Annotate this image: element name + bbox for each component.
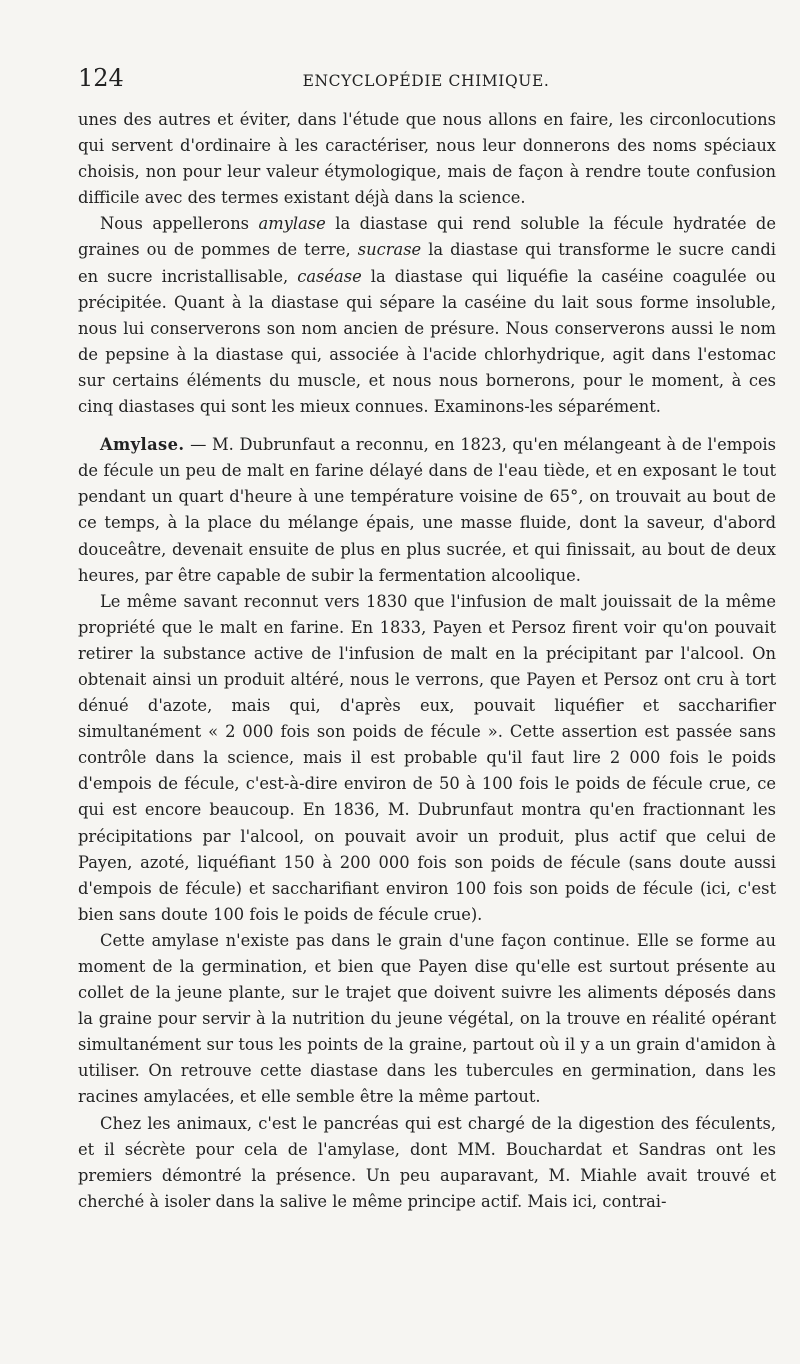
text-run: la diastase qui liquéfie la caséine coagulée ou précipitée. Quant à la diastase qui sépare la caséine du lait sous forme insoluble, nous lui conserverons son nom ancien de présure. Nous conserverons aussi le nom de pepsine à la diastase qui, associée à l'acide chlorhydrique, agit dans l'estomac sur certains éléments du muscle, et nous nous bornerons, pour le moment, à ces cinq diastases qui sont les mieux connues. Examinons-les séparément. [78,266,776,417]
paragraph-amylase-section [78,432,776,589]
page-header [78,64,774,98]
running-title: ENCYCLOPÉDIE CHIMIQUE. [302,72,550,90]
section-heading-amylase: Amylase. [100,435,185,455]
term-sucrase: sucrase [357,240,422,260]
text-run: — M. Dubrunfaut a reconnu, en 1823, qu'en mélangeant à de l'empois de fécule un peu de malt en farine délayé dans de l'eau tiède, et en exposant le tout pendant un quart d'heure à une température voisine de 65°, on trouvait au bout de ce temps, à la place du mélange épais, une masse fluide, dont la saveur, d'abord douceâtre, devenait ensuite de plus en plus sucrée, et qui finissait, au bout de deux heures, par être capable de subir la fermentation alcoolique. [78,435,776,585]
paragraph: Cette amylase n'existe pas dans le grain d'une façon continue. Elle se forme au moment de la germination, et bien que Payen dise qu'elle est surtout présente au collet de la jeune plante, sur le trajet que doivent suivre les aliments déposés dans la graine pour servir à la nutrition du jeune végétal, on la trouve en réalité opérant simultanément sur tous les points de la graine, partout où il y a un grain d'amidon à utiliser. On retrouve cette diastase dans les tubercules en germination, dans les racines amylacées, et elle semble être la même partout. [78,930,776,1107]
term-amylase: amylase [258,214,326,234]
paragraph: Le même savant reconnut vers 1830 que l'infusion de malt jouissait de la même propriété que le malt en farine. En 1833, Payen et Persoz firent voir qu'on pouvait retirer la substance active de l'infusion de malt en la précipitant par l'alcool. On obtenait ainsi un produit altéré, nous le verrons, que Payen et Persoz ont cru à tort dénué d'azote, mais qui, d'après eux, pouvait liquéfier et saccharifier simultanément « 2 000 fois son poids de fécule ». Cette assertion est passée sans contrôle dans la science, mais il est probable qu'il faut lire 2 000 fois le poids d'empois de fécule, c'est-à-dire environ de 50 à 100 fois le poids de fécule crue, ce qui est encore beaucoup. En 1836, M. Dubrunfaut montra qu'en fractionnant les précipitations par l'alcool, on pouvait avoir un produit, plus actif que celui de Payen, azoté, liquéfiant 150 à 200 000 fois son poids de fécule (sans doute aussi d'empois de fécule) et saccharifiant environ 100 fois son poids de fécule (ici, c'est bien sans doute 100 fois le poids de fécule crue). [78,591,776,924]
term-casease: caséase [297,266,362,286]
text-run: la diastase qui rend soluble la fécule hydratée de graines ou de pommes de terre, [78,214,776,260]
text-run: Nous appellerons [100,214,259,234]
text-run: la diastase qui transforme le sucre candi en sucre incristallisable, [78,240,776,286]
paragraph: unes des autres et éviter, dans l'étude que nous allons en faire, les circonlocutions qui servent d'ordinaire à les caractériser, nous leur donnerons des noms spéciaux choisis, non pour leur valeur étymologique, mais de façon à rendre toute confusion difficile avec des termes existant déjà dans la science. [78,110,776,208]
body-text [78,107,776,1215]
page-number: 124 [78,64,124,92]
paragraph-diastase-names [78,211,776,420]
paragraph: Chez les animaux, c'est le pancréas qui est chargé de la digestion des féculents, et il sécrète pour cela de l'amylase, dont MM. Bouchardat et Sandras ont les premiers démontré la présence. Un peu auparavant, M. Miahle avait trouvé et cherché à isoler dans la salive le même principe actif. Mais ici, contrai- [78,1113,776,1211]
